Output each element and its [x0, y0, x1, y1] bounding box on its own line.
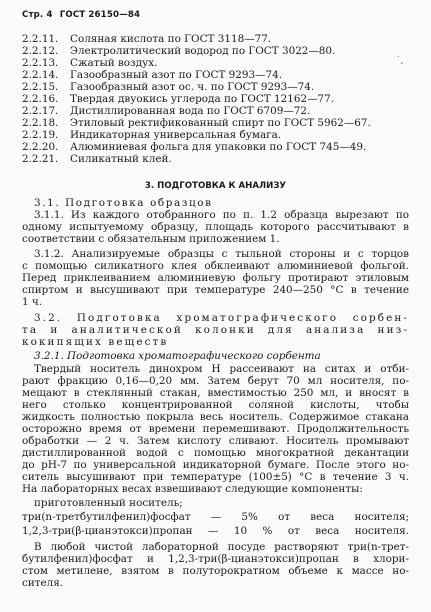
document-page: Стр. 4 ГОСТ 26150—84 ˙, 2.2.11. Соляная кислота по ГОСТ 3118—77. 2.2.12. Электролитический водород по ГОСТ 3022—80. 2.2.13. Сжатый воздух. 2.2.14. Газообразный азот по ГОСТ 9293—74. 2.2.15. Газообразный азот ос. ч. по ГОСТ 9293—74. 2.2.16. Твердая двуокись углерода по ГОСТ 12162—77. 2.2.17. Дистиллированная вода по ГОСТ 6709—72. 2.2.18. Этиловый ректификованный спирт по ГОСТ 5962—67. 2.2.19. Индикаторная универсальная бумага. 2.2.20. Алюминиевая фольга для упаковки по ГОСТ 745—49. 2.2.21. Силикатный клей. 3. ПОДГОТОВКА К АНАЛИЗУ 3.1. Подготовка образцов 3.1.1. Из каждого отобранного по п. 1.2 образца вырезают по одному испытуемому образцу, площадь которого рассчитывают в соответствии с обязательным приложением 1. 3.1.2. Анализируемые образцы с тыльной стороны и с торцов с помощью силикатного клея обклеивают алюминиевой фольгой. Перед приклеиванием алюминиевую фольгу протирают этиловым спиртом и высушивают при температуре 240—250 °С в течение 1 ч. 3.2. Подготовка хроматографического сорбен- та и аналитической колонки для анализа низ- кокипящих веществ 3.2.1. Подготовка хроматографического сорбента Твердый носитель динохром Н рассеивают на ситах и отби- рают фракцию 0,16—0,20 мм. Затем берут 70 мл носителя, по- мещают в стеклянный стакан, вместимостью 250 мл, и вносят в него столько концентрированной соляной кислоты, чтобы жидкость полностью покрыла весь носитель. Содержимое стакана осторожно время от времени перемешивают. Продолжительность обработки — 2 ч. Затем кислоту сливают. Носитель промывают дистиллированной водой с помощью многократной декантации до рН-7 по универсальной индикаторной бумаге. После этого но- ситель высушивают при температуре (100±5) °С в течение 3 ч. На лабораторных весах взвешивают следующие компоненты: приготовленный носитель; три(n-третбутилфенил)фосфат — 5% от веса носителя; 1,2,3-три(β-цианэтокси)пропан — 10 % от веса носителя. В любой чистой лабораторной посуде растворяют три(n-трет- бутилфенил)фосфат и 1,2,3-три(β-цианэтокси)пропан в хлори- стом метилене, взятом в полуторократном объеме к массе но- сителя. [0, 0, 431, 612]
page-header [22, 10, 144, 20]
page-number-label: Стр. 4 [22, 10, 53, 20]
standard-number: ГОСТ 26150—84 [59, 10, 141, 20]
section-heading: 3. ПОДГОТОВКА К АНАЛИЗУ [144, 181, 287, 191]
margin-mark: ˙, [396, 56, 404, 66]
